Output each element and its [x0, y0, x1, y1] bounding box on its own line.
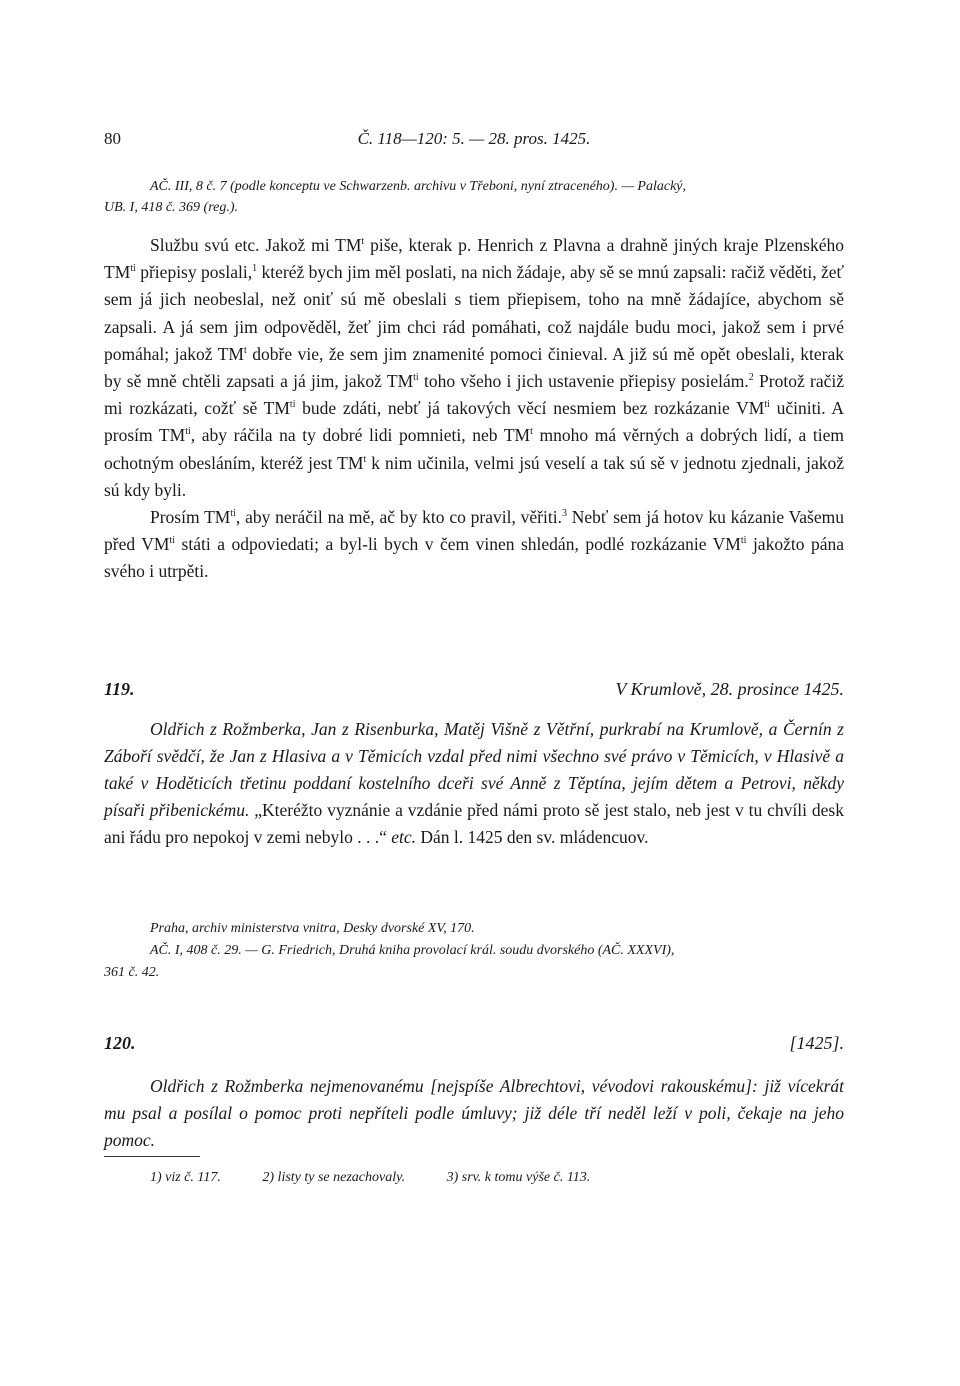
superscript: 2 — [748, 372, 754, 384]
text-run: přiepisy poslali, — [135, 262, 253, 283]
running-title: Č. 118—120: 5. — 28. pros. 1425. — [357, 129, 591, 148]
superscript: ti — [169, 535, 176, 547]
text-run: piše, kterak p. Henrich z Plavna a drahně jiných kraje Plzenského TM — [104, 235, 844, 283]
superscript: ti — [764, 399, 770, 411]
superscript: ti — [413, 372, 419, 384]
text-run: , aby neráčil na mě, ač by kto co pravil, věřiti. — [235, 507, 562, 528]
entry-number: 119. — [104, 679, 135, 699]
text-run: dobře vie, že sem jim znamenité pomoci činieval. A již sú mě opět obeslali, kterak by sě mně chtěli zapsati a já jim, jakož TM — [104, 343, 844, 392]
superscript: t — [243, 344, 247, 356]
regest-quote: „Kteréžto vyznánie a vzdánie před námi proto sě jest stalo, neb jest v tu chvíli desk ani řádu pro nepokoj v zemi nebylo . . .“ — [104, 800, 844, 847]
text-run: státi a odpoviedati; a byl-li bych v čem vinen shledán, podlé rozkázanie VM — [175, 534, 741, 555]
regest-etc: etc. — [391, 827, 416, 847]
superscript: ti — [185, 426, 191, 438]
superscript: t — [363, 453, 367, 465]
entry-date: [1425]. — [789, 1033, 844, 1053]
text-run: Nebť sem já hotov ku kázanie Vašemu před VM — [104, 507, 844, 555]
regest-120 — [104, 1073, 844, 1154]
entry-number: 120. — [104, 1033, 136, 1053]
footnote-2: 2) listy ty se nezachovaly. — [262, 1170, 406, 1185]
superscript: 3 — [561, 508, 567, 520]
superscript: ti — [130, 263, 136, 275]
edition-source: AČ. I, 408 č. 29. — G. Friedrich, Druhá kniha provolací král. soudu dvorského (AČ. XXXVI), — [150, 943, 675, 958]
letter-paragraph-1 — [104, 232, 844, 504]
letter-text — [104, 232, 844, 586]
source-line-2: UB. I, 418 č. 369 (reg.). — [104, 200, 239, 215]
text-run: k nim učinila, velmi jsú veselí a tak sú sě v jednotu zjednali, jakož sú kdy byli. — [104, 452, 844, 500]
text-run: Službu svú etc. Jakož mi TM — [150, 235, 362, 255]
superscript: ti — [740, 535, 747, 547]
superscript: t — [361, 236, 365, 248]
superscript: ti — [289, 399, 296, 411]
text-run: Prosím TM — [150, 507, 231, 528]
archive-source: Praha, archiv ministerstva vnitra, Desky dvorské XV, 170. — [150, 921, 475, 936]
text-run: učiniti. A prosím TM — [104, 398, 845, 446]
entry-place-date: V Krumlově, 28. prosince 1425. — [615, 679, 844, 699]
text-run: toho všeho i jich ustavenie přiepisy posielám. — [418, 371, 749, 392]
letter-paragraph-2 — [104, 504, 844, 586]
source-line-1: AČ. III, 8 č. 7 (podle konceptu ve Schwarzenb. archivu v Třeboni, nyní ztraceného). — Palacký, — [150, 179, 686, 194]
source-citation-119 — [104, 918, 844, 984]
text-run: , aby ráčila na ty dobré lidi pomnieti, neb TM — [190, 425, 531, 446]
text-run: Protož račiž mi rozkázati, cožť sě TM — [104, 371, 844, 419]
superscript: 1 — [252, 263, 258, 275]
text-run: mnoho má věrných a dobrých lidí, a tiem ochotným obesláním, kteréž jest TM — [104, 425, 844, 473]
text-run: bude zdáti, nebť já takových věcí nesmiem bez rozkázanie VM — [295, 398, 765, 419]
page-number: 80 — [104, 129, 121, 148]
regest-tail: Dán l. 1425 den sv. mládencuov. — [416, 827, 649, 847]
text-run: jakožto pána svého i utrpěti. — [104, 534, 844, 582]
regest-text: Oldřich z Rožmberka nejmenovanému [nejspíše Albrechtovi, vévodovi rakouskému]: již vícekrát mu psal a posílal o pomoc proti nepříteli podle úmluvy; již déle tří neděl leží v poli, čekaje na jeho pomoc. — [104, 1076, 844, 1150]
footnote-1: 1) viz č. 117. — [150, 1170, 221, 1185]
regest-italic: Oldřich z Rožmberka, Jan z Risenburka, Matěj Višně z Větřní, purkrabí na Krumlově, a Černín z Záboří svědčí, že Jan z Hlasiva a v Těmicích vzdal před nimi všechno své právo v Těmicích, v Hlasivě a také v Hoděticích třetinu poddaní kostelního dceři své Anně z Těptína, jejím dětem a Petrovi, někdy písaři přibenickému. — [104, 719, 844, 820]
superscript: ti — [230, 508, 236, 520]
footnote-3: 3) srv. k tomu výše č. 113. — [446, 1170, 591, 1185]
source-citation-118 — [104, 176, 844, 218]
regest-119 — [104, 716, 844, 851]
edition-source-cont: 361 č. 42. — [104, 965, 160, 980]
footnotes — [150, 1170, 628, 1186]
superscript: t — [530, 426, 533, 438]
footnote-divider — [104, 1156, 200, 1157]
text-run: kteréž bych jim měl poslati, na nich žádaje, aby sě se mnú zapsali: račiž věděti, žeť sem já jich neobeslal, než oniť sú mě obeslali s tiem přiepisem, toho na mně žádajíce, abychom sě zapsali. A já sem jim odpověděl, žeť jim chci rád pomáhati, což najdále budu moci, jakož sem i prvé pomáhal; jakož TM — [104, 262, 844, 364]
